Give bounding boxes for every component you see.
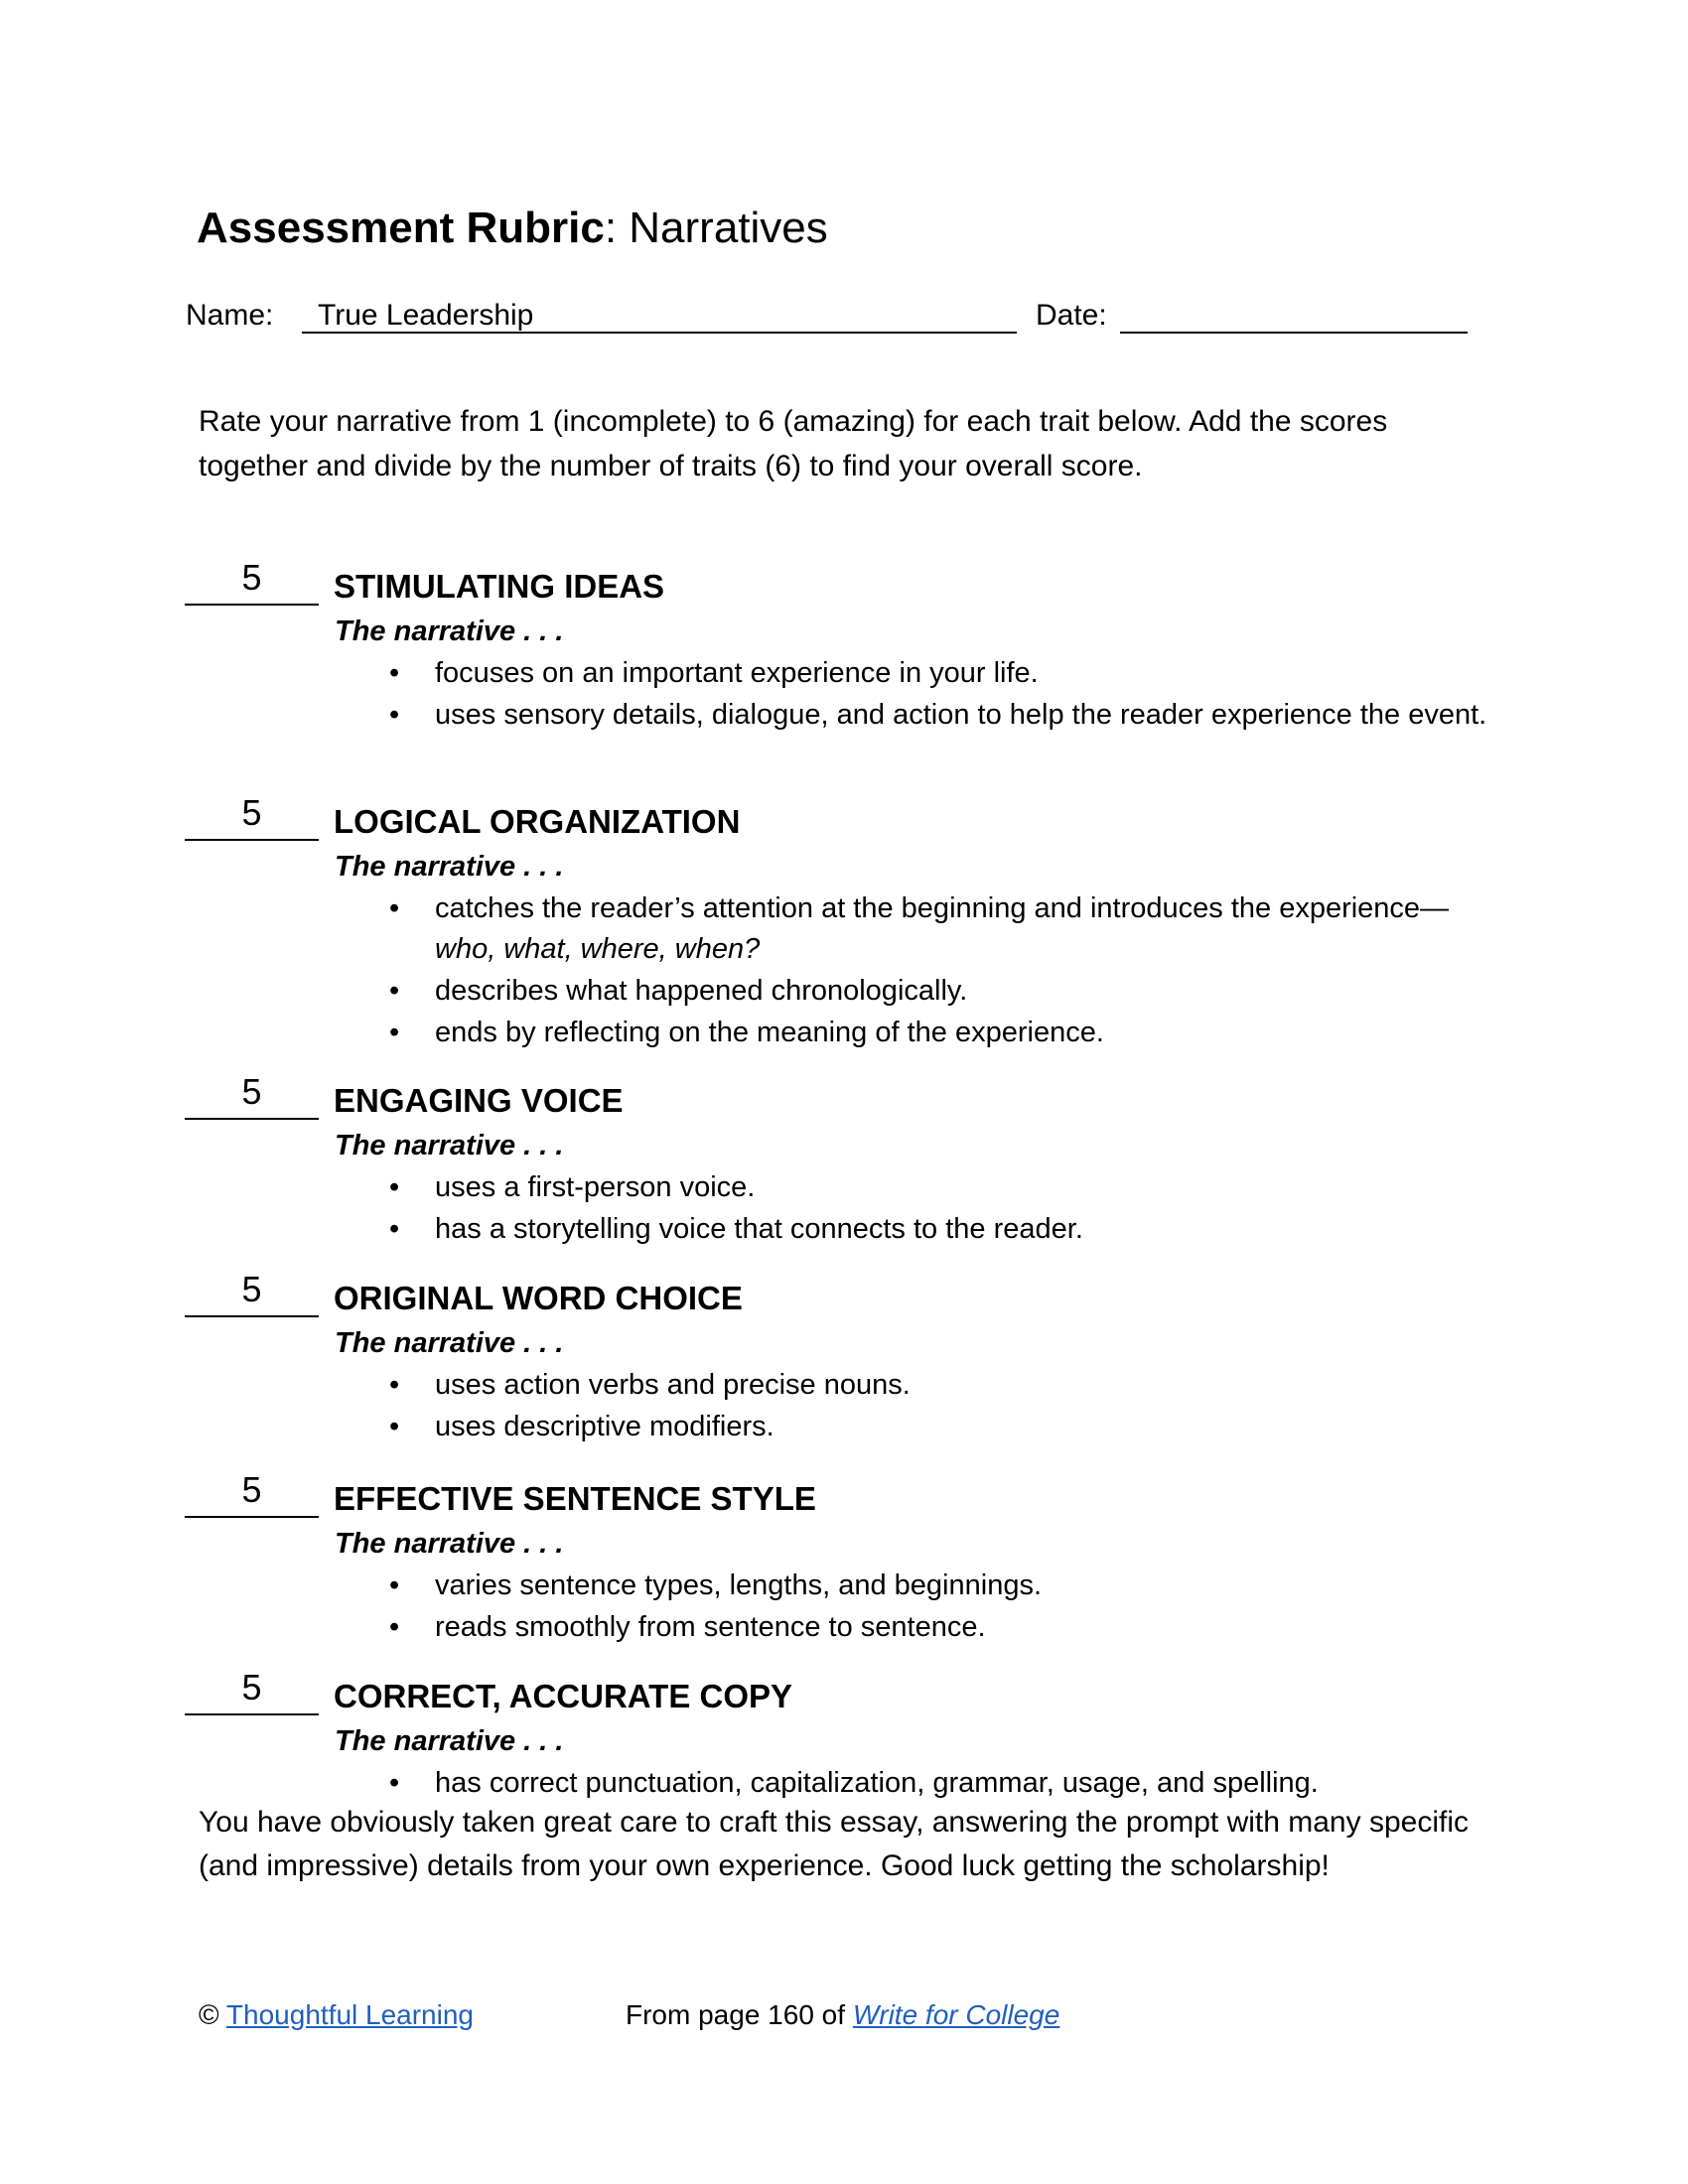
criterion [385,1607,1487,1648]
criterion-text: focuses on an important experience in your life. [435,657,1039,689]
source-note [626,1995,1059,2035]
trait-heading: ENGAGING VOICE [334,1082,624,1119]
criterion-text: reads smoothly from sentence to sentence. [435,1611,986,1643]
trait-heading: ORIGINAL WORD CHOICE [334,1280,743,1316]
trait-heading: STIMULATING IDEAS [334,568,665,605]
trait-criteria [385,888,1487,1054]
criterion [385,888,1487,970]
criterion-text: uses a first-person voice. [435,1171,756,1203]
bullet-icon: • [389,1017,400,1048]
trait-criteria [385,1763,1487,1805]
criterion-text: ends by reflecting on the meaning of the experience. [435,1017,1104,1048]
title-rest: : Narratives [604,204,828,252]
bullet-icon: • [389,1767,400,1799]
trait-subheading: The narrative . . . [335,615,564,647]
criterion [385,1566,1487,1606]
criterion [385,695,1487,736]
bullet-icon: • [389,1369,400,1401]
bullet-icon: • [389,1611,400,1643]
criterion [385,1013,1487,1053]
trait-heading: CORRECT, ACCURATE COPY [334,1678,793,1714]
bullet-icon: • [389,975,400,1007]
trait-subheading: The narrative . . . [335,1130,564,1161]
trait-subheading: The narrative . . . [335,1725,564,1757]
criterion-text: uses sensory details, dialogue, and action to help the reader experience the event. [435,699,1487,731]
criterion [385,1167,1487,1208]
score-field[interactable]: 5 [185,791,319,841]
criterion-text: varies sentence types, lengths, and beginnings. [435,1570,1043,1601]
name-field[interactable]: True Leadership [302,294,1017,334]
criterion [385,653,1487,694]
name-label: Name: [186,299,274,332]
criterion [385,1763,1487,1804]
instructions: Rate your narrative from 1 (incomplete) to 6 (amazing) for each trait below. Add the scores together and divide by the number of traits (6) to find your overall score. [199,405,1388,482]
teacher-comment: You have obviously taken great care to craft this essay, answering the prompt with many specific (and impressive) details from your own experience. Good luck getting the scholarship! [199,1806,1469,1882]
copyright [199,1995,474,2035]
bullet-icon: • [389,892,400,924]
trait-heading: EFFECTIVE SENTENCE STYLE [334,1480,816,1517]
trait-subheading: The narrative . . . [335,851,564,883]
score-field[interactable]: 5 [185,1468,319,1518]
bullet-icon: • [389,1213,400,1245]
name-date-row [186,294,1477,338]
copyright-icon: © [199,1999,219,2030]
trait-subheading: The narrative . . . [335,1528,564,1560]
title-bold: Assessment Rubric [197,204,605,252]
trait-criteria [385,1566,1487,1649]
criterion-text: catches the reader’s attention at the beginning and introduces the experience— [435,892,1450,924]
source-text: From page 160 of [626,1999,846,2030]
bullet-icon: • [389,1171,400,1203]
trait-heading: LOGICAL ORGANIZATION [334,803,741,840]
score-field[interactable]: 5 [185,556,319,606]
bullet-icon: • [389,657,400,689]
bullet-icon: • [389,1411,400,1442]
trait-criteria [385,1167,1487,1251]
criterion-text: has correct punctuation, capitalization, grammar, usage, and spelling. [435,1767,1319,1799]
criterion [385,971,1487,1012]
bullet-icon: • [389,699,400,731]
criterion [385,1209,1487,1250]
criterion-text: uses descriptive modifiers. [435,1411,774,1442]
score-field[interactable]: 5 [185,1070,319,1120]
criterion [385,1365,1487,1406]
criterion [385,1407,1487,1447]
date-label: Date: [1036,299,1107,332]
criterion-text: uses action verbs and precise nouns. [435,1369,911,1401]
date-field[interactable] [1120,294,1468,334]
bullet-icon: • [389,1570,400,1601]
trait-subheading: The narrative . . . [335,1327,564,1359]
criterion-text: has a storytelling voice that connects to the reader. [435,1213,1083,1245]
book-link[interactable]: Write for College [852,1999,1060,2030]
publisher-link[interactable]: Thoughtful Learning [225,1999,474,2030]
score-field[interactable]: 5 [185,1666,319,1715]
trait-criteria [385,653,1487,737]
page-title [197,199,828,258]
trait-criteria [385,1365,1487,1448]
criterion-text: describes what happened chronologically. [435,975,968,1007]
score-field[interactable]: 5 [185,1268,319,1317]
criterion-italic-text: who, what, where, when? [435,933,761,965]
